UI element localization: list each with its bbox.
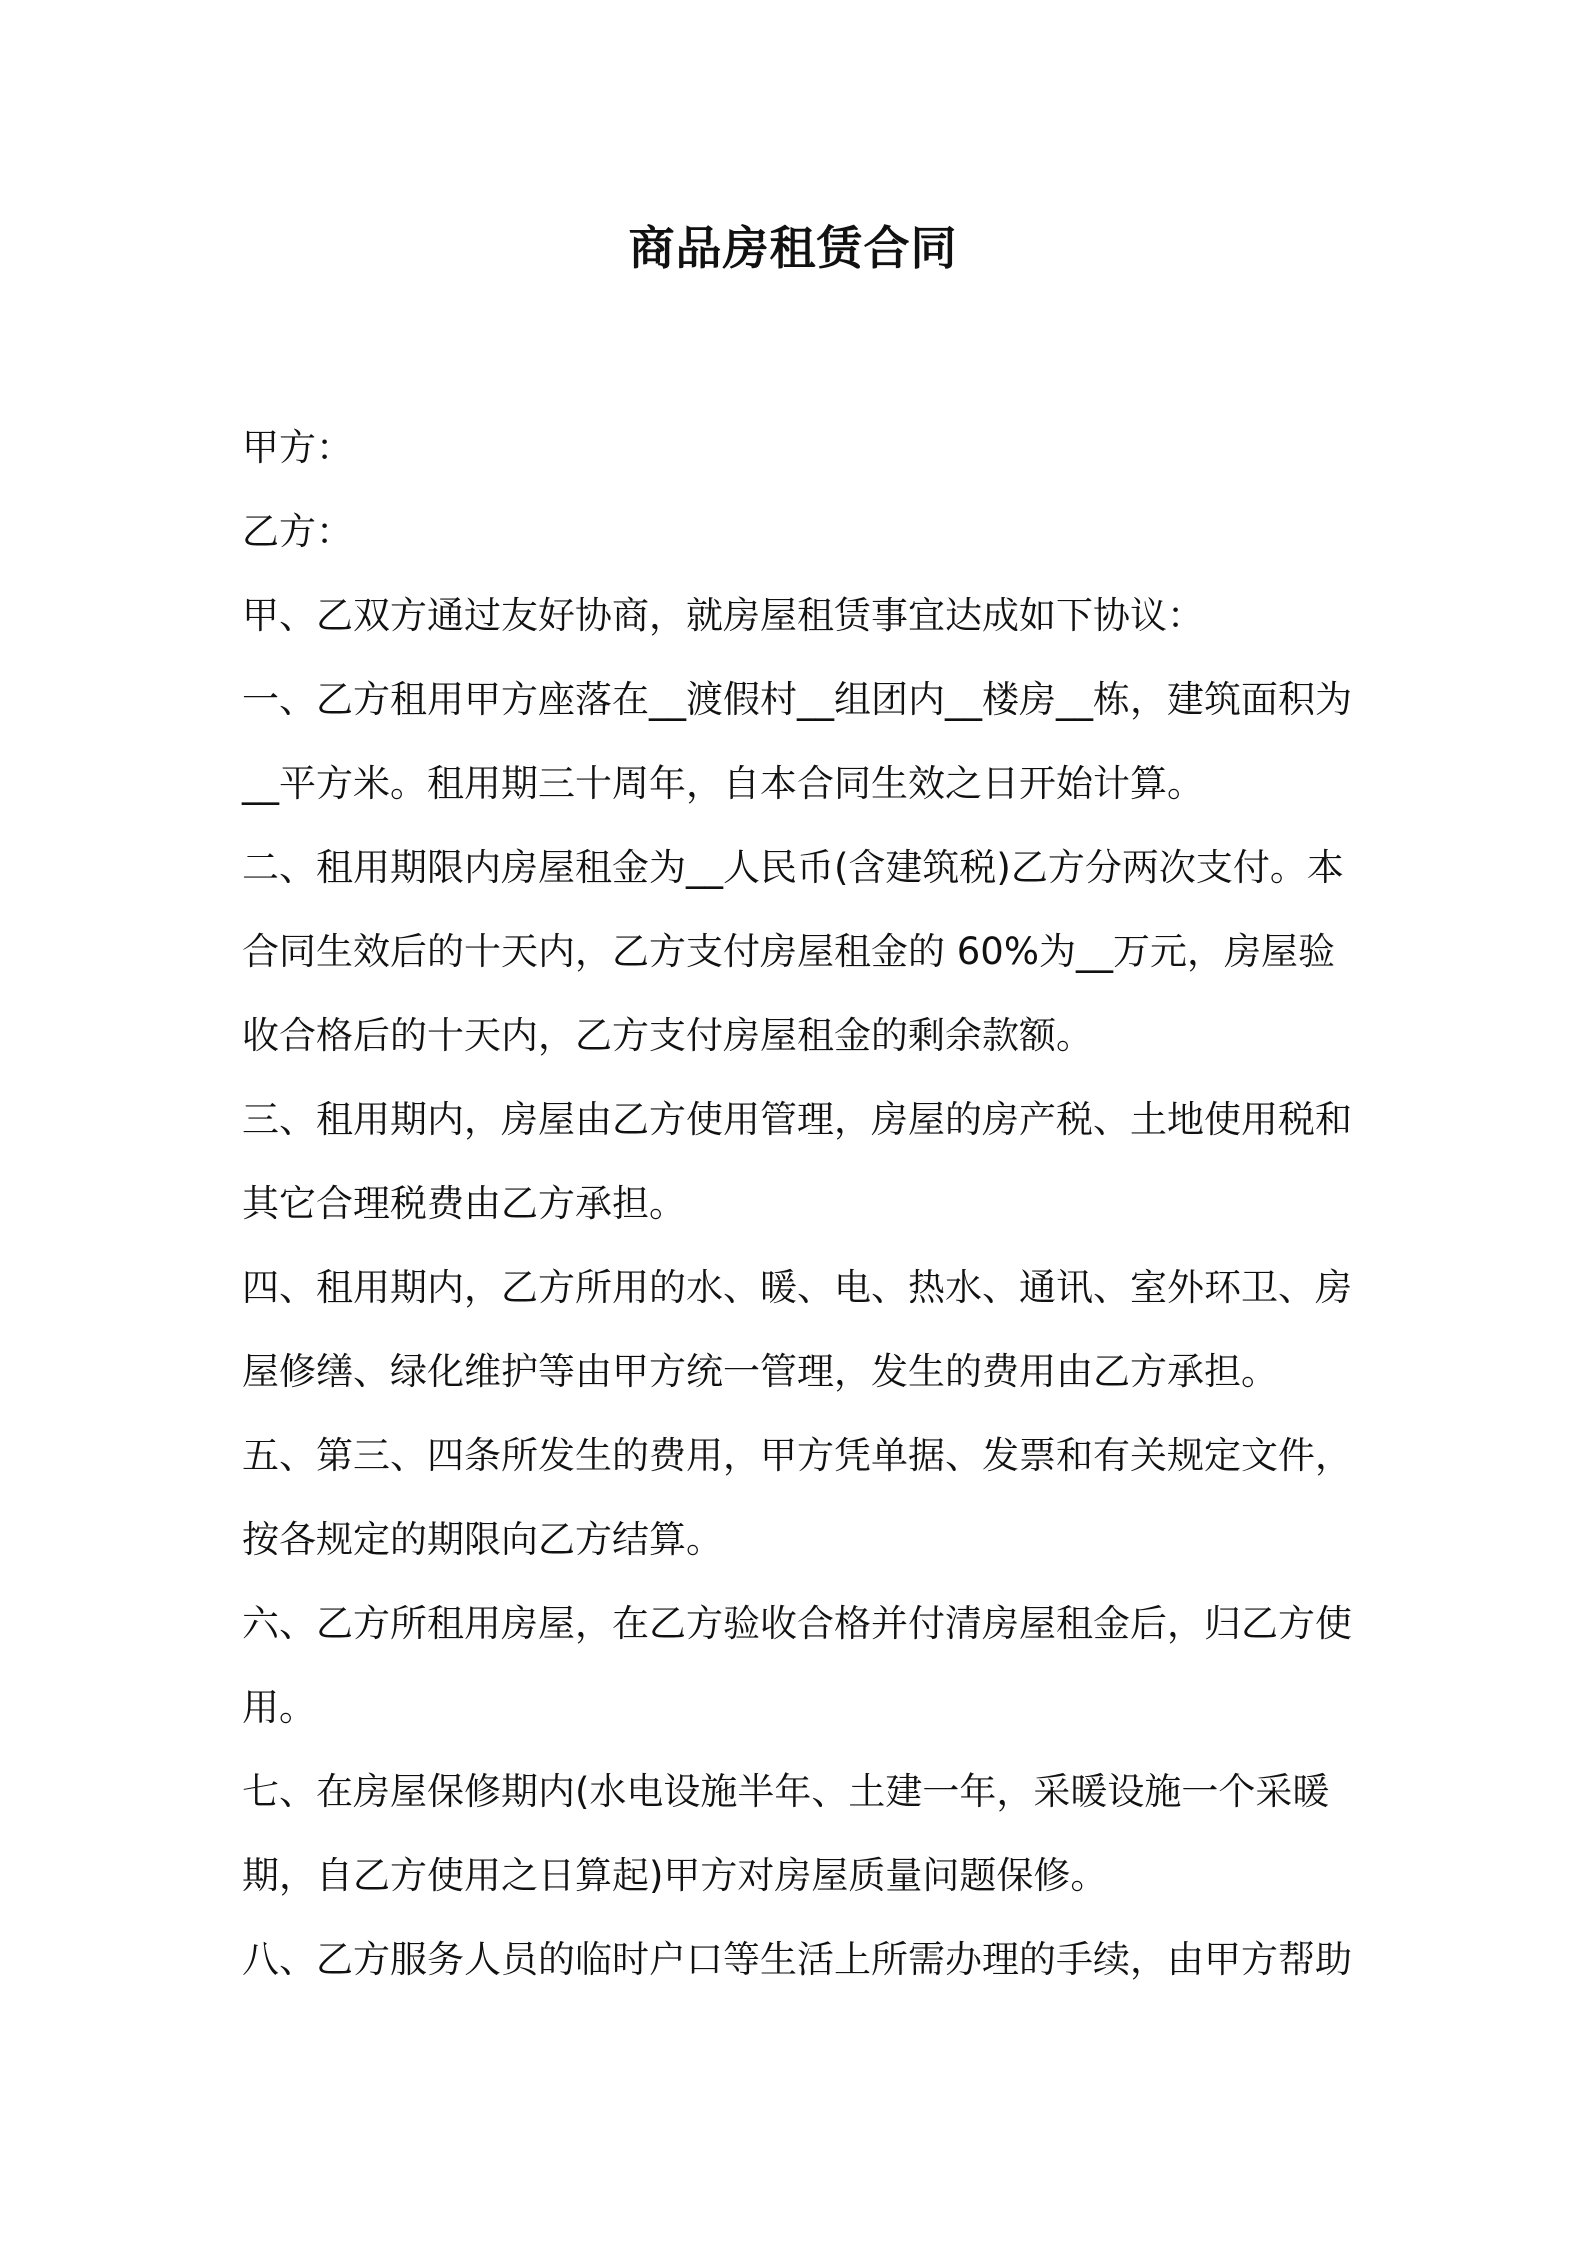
document-title: 商品房租赁合同: [628, 221, 958, 275]
document-body: [242, 406, 1358, 2002]
clause-6: 六、乙方所租用房屋，在乙方验收合格并付清房屋租金后，归乙方使用。: [242, 1602, 1352, 1729]
clause-2: 二、租用期限内房屋租金为__人民币(含建筑税)乙方分两次支付。本合同生效后的十天内，乙方支付房屋租金的 60%为__万元，房屋验收合格后的十天内，乙方支付房屋租金的剩余款额。: [242, 846, 1344, 1057]
clause-3: 三、租用期内，房屋由乙方使用管理，房屋的房产税、土地使用税和其它合理税费由乙方承担。: [242, 1098, 1352, 1225]
clause-5: 五、第三、四条所发生的费用，甲方凭单据、发票和有关规定文件，按各规定的期限向乙方结算。: [242, 1434, 1352, 1561]
party-a-line: 甲方：: [242, 426, 353, 469]
clause-1: 一、乙方租用甲方座落在__渡假村__组团内__楼房__栋，建筑面积为__平方米。租用期三十周年，自本合同生效之日开始计算。: [242, 678, 1352, 805]
clause-8: 八、乙方服务人员的临时户口等生活上所需办理的手续，由甲方帮助: [242, 1938, 1352, 1981]
agreement-intro: 甲、乙双方通过友好协商，就房屋租赁事宜达成如下协议：: [242, 594, 1204, 637]
party-b-line: 乙方：: [242, 510, 353, 553]
clause-4: 四、租用期内，乙方所用的水、暖、电、热水、通讯、室外环卫、房屋修缮、绿化维护等由甲方统一管理，发生的费用由乙方承担。: [242, 1266, 1352, 1393]
clause-7: 七、在房屋保修期内(水电设施半年、土建一年，采暖设施一个采暖期，自乙方使用之日算起)甲方对房屋质量问题保修。: [242, 1770, 1330, 1897]
